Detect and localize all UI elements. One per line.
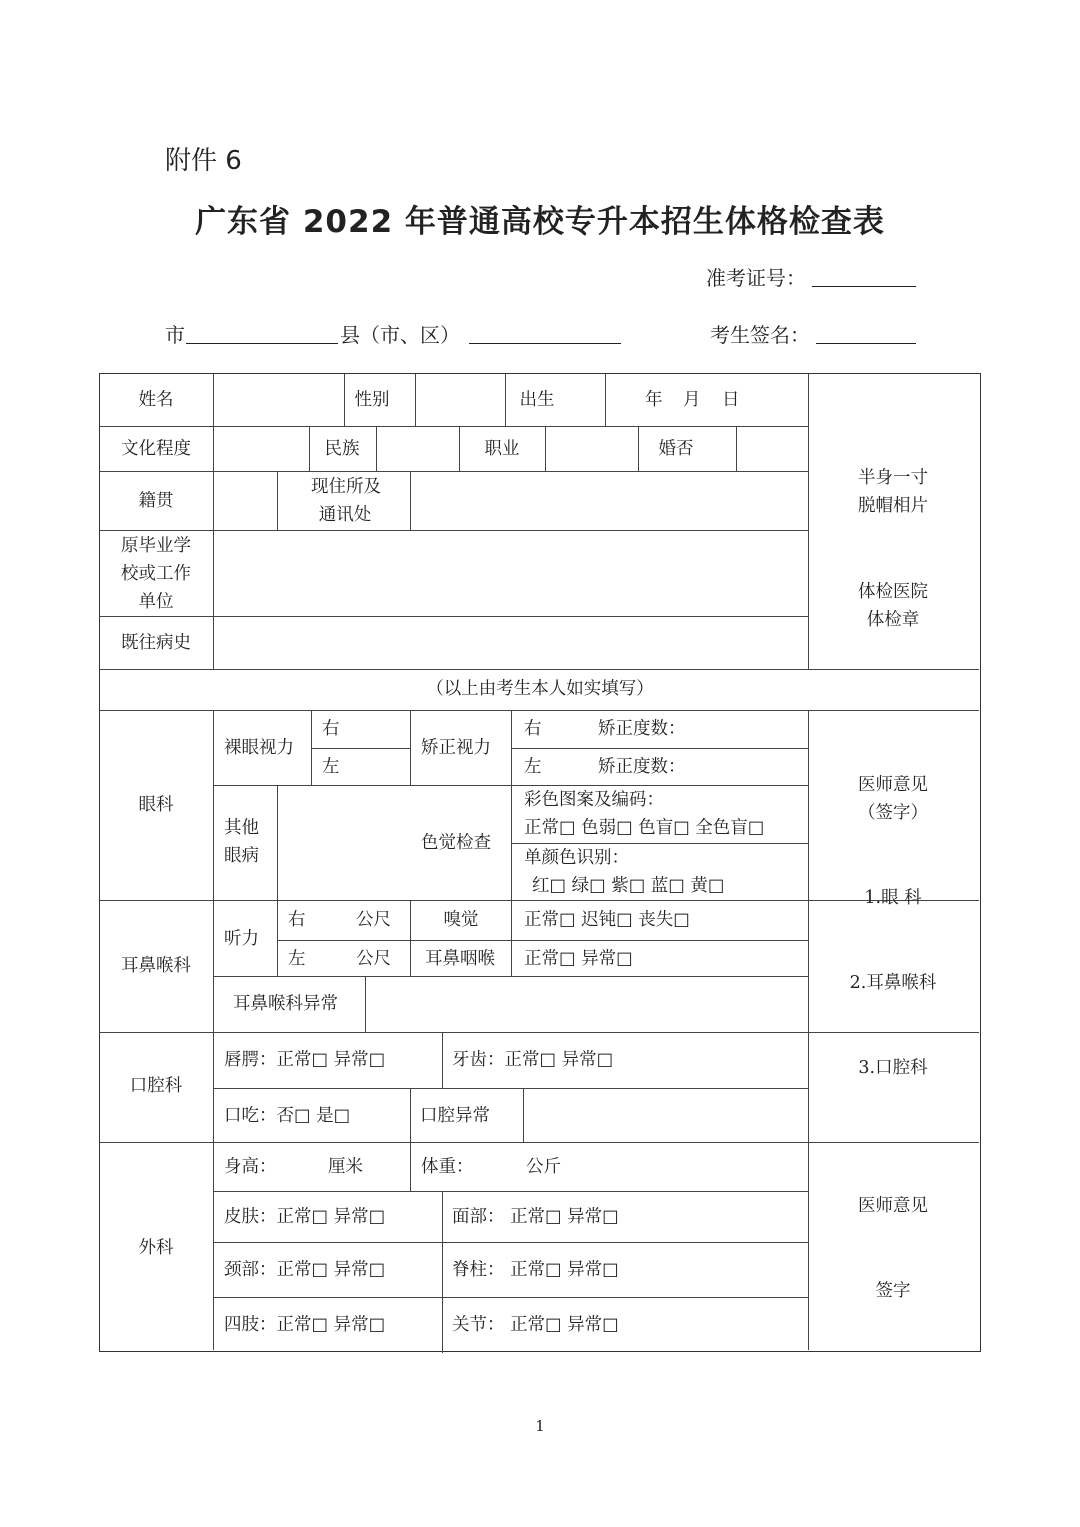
gender-label: 性别 — [354, 390, 390, 410]
corrected-left-label: 左 — [524, 757, 542, 777]
name-label: 姓名 — [138, 390, 174, 410]
city-field[interactable] — [186, 343, 338, 344]
lips-options[interactable]: 唇腭：正常□ 异常□ — [224, 1050, 386, 1070]
hearing-left-unit: 公尺 — [356, 949, 391, 969]
naked-vision-label: 裸眼视力 — [224, 738, 294, 758]
doctor-ent-item: 2.耳鼻喉科 — [849, 973, 937, 993]
fill-note: （以上由考生本人如实填写） — [426, 679, 654, 699]
corrected-right-label: 右 — [524, 719, 542, 739]
weight-unit: 公斤 — [526, 1157, 561, 1177]
page-number: 1 — [535, 1417, 545, 1435]
eye-section-label: 眼科 — [138, 795, 174, 815]
throat-label: 耳鼻咽喉 — [425, 949, 495, 969]
throat-options[interactable]: 正常□ 异常□ — [524, 949, 633, 969]
doctor-sign-label: （签字） — [858, 803, 928, 823]
month-label: 月 — [683, 390, 701, 410]
surgery-doctor-opinion: 医师意见 — [858, 1196, 928, 1216]
school-label-line3: 单位 — [138, 592, 174, 612]
other-eye-label-line2: 眼病 — [224, 846, 259, 866]
weight-label: 体重： — [421, 1157, 474, 1177]
signature-label: 考生签名： — [710, 323, 810, 347]
native-place-label: 籍贯 — [138, 491, 174, 511]
color-pattern-options[interactable]: 正常□ 色弱□ 色盲□ 全色盲□ — [524, 818, 765, 838]
single-color-label: 单颜色识别： — [524, 848, 629, 868]
doctor-oral-item: 3.口腔科 — [858, 1058, 928, 1078]
stamp-label-line2: 体检章 — [866, 610, 920, 630]
address-label-line1: 现住所及 — [311, 477, 381, 497]
surgery-signature: 签字 — [875, 1281, 911, 1301]
history-label: 既往病史 — [121, 633, 191, 653]
education-label: 文化程度 — [121, 439, 191, 459]
photo-label-line2: 脱帽相片 — [858, 496, 928, 516]
corrected-vision-label: 矫正视力 — [421, 738, 491, 758]
hearing-right-label: 右 — [288, 910, 306, 930]
oral-abnormal-label: 口腔异常 — [420, 1106, 490, 1126]
ent-abnormal-label: 耳鼻喉科异常 — [233, 994, 338, 1014]
school-label-line2: 校或工作 — [121, 564, 191, 584]
address-label-line2: 通讯处 — [318, 505, 372, 525]
doctor-eye-item: 1.眼 科 — [864, 888, 922, 908]
annex-label: 附件 6 — [165, 146, 242, 176]
signature-field[interactable] — [816, 343, 916, 344]
naked-right-label: 右 — [322, 719, 340, 739]
teeth-options[interactable]: 牙齿：正常□ 异常□ — [452, 1050, 614, 1070]
exam-form-table — [99, 373, 981, 1352]
doctor-opinion-label: 医师意见 — [858, 775, 928, 795]
school-label-line1: 原毕业学 — [121, 536, 191, 556]
photo-label-line1: 半身一寸 — [858, 468, 928, 488]
surgery-section-label: 外科 — [138, 1238, 174, 1258]
oral-section-label: 口腔科 — [129, 1076, 183, 1096]
page-title: 广东省 2022 年普通高校专升本招生体格检查表 — [195, 204, 885, 240]
skin-options[interactable]: 皮肤：正常□ 异常□ — [224, 1207, 386, 1227]
county-label: 县（市、区） — [340, 323, 460, 347]
smell-options[interactable]: 正常□ 迟钝□ 丧失□ — [524, 910, 690, 930]
stutter-options[interactable]: 口吃：否□ 是□ — [224, 1106, 351, 1126]
stamp-label-line1: 体检医院 — [858, 582, 928, 602]
color-check-label: 色觉检查 — [421, 833, 491, 853]
year-label: 年 — [645, 390, 663, 410]
occupation-label: 职业 — [484, 439, 520, 459]
day-label: 日 — [722, 390, 740, 410]
ent-section-label: 耳鼻喉科 — [121, 956, 191, 976]
limbs-options[interactable]: 四肢：正常□ 异常□ — [224, 1315, 386, 1335]
county-field[interactable] — [469, 343, 621, 344]
height-unit: 厘米 — [328, 1157, 363, 1177]
joints-options[interactable]: 关节： 正常□ 异常□ — [452, 1315, 619, 1335]
height-label: 身高： — [224, 1157, 277, 1177]
marital-label: 婚否 — [658, 439, 694, 459]
spine-options[interactable]: 脊柱： 正常□ 异常□ — [452, 1260, 619, 1280]
smell-label: 嗅觉 — [443, 910, 479, 930]
hearing-right-unit: 公尺 — [356, 910, 391, 930]
face-options[interactable]: 面部： 正常□ 异常□ — [452, 1207, 619, 1227]
ethnicity-label: 民族 — [324, 439, 360, 459]
exam-no-field[interactable] — [812, 286, 916, 287]
neck-options[interactable]: 颈部：正常□ 异常□ — [224, 1260, 386, 1280]
correction-degree-right: 矫正度数： — [598, 719, 686, 739]
hearing-label: 听力 — [224, 929, 259, 949]
city-label: 市 — [165, 323, 185, 347]
correction-degree-left: 矫正度数： — [598, 757, 686, 777]
birth-label: 出生 — [519, 390, 555, 410]
other-eye-label-line1: 其他 — [224, 818, 259, 838]
naked-left-label: 左 — [322, 757, 340, 777]
color-pattern-label: 彩色图案及编码： — [524, 790, 664, 810]
single-color-options[interactable]: 红□ 绿□ 紫□ 蓝□ 黄□ — [532, 876, 725, 896]
hearing-left-label: 左 — [288, 949, 306, 969]
exam-no-label: 准考证号： — [706, 266, 806, 290]
